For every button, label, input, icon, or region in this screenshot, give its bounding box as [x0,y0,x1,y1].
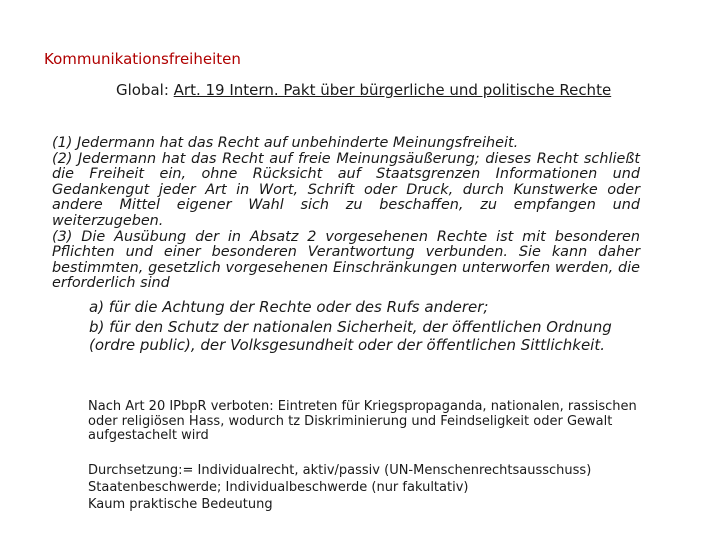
note-enforcement-line-3: Kaum praktische Bedeutung [88,497,273,512]
article-paragraph-1: (1) Jedermann hat das Recht auf unbehinderte Meinungsfreiheit. [52,135,519,151]
subtitle-prefix: Global: [116,81,174,99]
note-art-20-text: Nach Art 20 IPbpR verboten: Eintreten für Kriegspropaganda, nationalen, rassischen oder religiösen Hass, wodurch tz Diskriminierung und Feindseligkeit oder Gewalt aufgestachelt wird [88,399,637,443]
article-text [52,136,640,354]
article-paragraph-2: (2) Jedermann hat das Recht auf freie Meinungsäußerung; dieses Recht schließt die Freiheit ein, ohne Rücksicht auf Staatsgrenzen Informationen und Gedankengut jeder Art in Wort, Schrift oder Druck, durch Kunstwerke oder andere Mittel eigener Wahl sich zu beschaffen, zu empfangen und weiterzugeben. [52,150,640,229]
slide-subtitle [116,81,611,99]
note-enforcement [88,462,648,513]
article-item-a: a) für die Achtung der Rechte oder des Rufs anderer; [89,297,489,316]
subtitle-link[interactable]: Art. 19 Intern. Pakt über bürgerliche und politische Rechte [173,81,612,99]
article-paragraph-3: (3) Die Ausübung der in Absatz 2 vorgesehenen Rechte ist mit besonderen Pflichten und einer besonderen Verantwortung verbunden. Sie kann daher bestimmten, gesetzlich vorgesehenen Einschränkungen unterworfen werden, die erforderlich sind [52,228,640,292]
article-item-b: b) für den Schutz der nationalen Sicherheit, der öffentlichen Ordnung (ordre public), der Volksgesundheit oder der öffentlichen Sittlichkeit. [89,317,612,354]
note-enforcement-line-2: Staatenbeschwerde; Individualbeschwerde (nur fakultativ) [88,480,469,495]
note-enforcement-line-1: Durchsetzung:= Individualrecht, aktiv/passiv (UN-Menschenrechtsausschuss) [88,463,592,478]
note-art-20 [88,400,648,444]
slide-title: Kommunikationsfreiheiten [44,50,241,68]
